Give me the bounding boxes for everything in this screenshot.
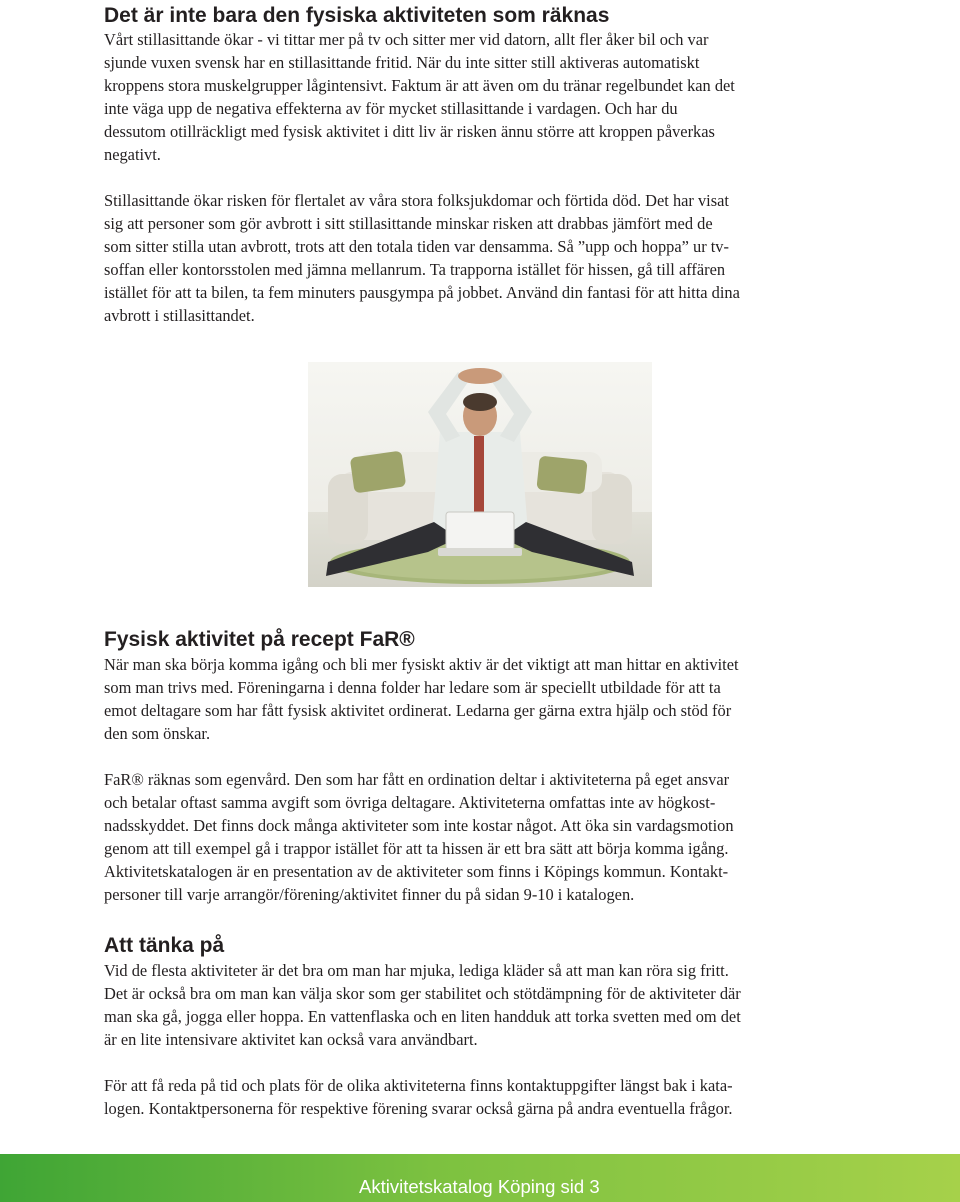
section-heading-sitting: Det är inte bara den fysiska aktiviteten som räknas [104,4,610,27]
man-stretching-illustration-icon [308,362,652,587]
section-heading-far: Fysisk aktivitet på recept FaR® [104,628,415,651]
section-body-think [104,959,741,1120]
paragraph: Vårt stillasittande ökar - vi tittar mer på tv och sitter mer vid datorn, allt fler åker bil och var sjunde vuxen svensk har en stillasittande fritid. När du inte sitter still aktiveras automatiskt kroppens stora muskelgrupper lågintensivt. Faktum är att även om du tränar regelbundet kan det inte väga upp de negativa effekterna av för mycket stillasittande i vardagen. Och har du dessutom otillräckligt med fysisk aktivitet i ditt liv är risken ännu större att kroppen påverkas negativt. [104,30,735,164]
photo-man-stretching [308,362,652,587]
paragraph: FaR® räknas som egenvård. Den som har fått en ordination deltar i aktiviteterna på eget ansvar och betalar oftast samma avgift som övriga deltagare. Aktiviteterna omfattas inte av högkost- nadsskyddet. Det finns dock många aktiviteter som inte kostar något. Att öka sin vardagsmotion genom att till exempel gå i trappor istället för att ta hissen är ett bra sätt att börja komma igång. Aktivitetskatalogen är en presentation av de aktiviteter som finns i Köpings kommun. Kontakt- personer till varje arrangör/förening/aktivitet finner du på sidan 9-10 i katalogen. [104,770,734,904]
footer-page-label: Aktivitetskatalog Köping sid 3 [359,1176,600,1197]
paragraph: Stillasittande ökar risken för flertalet av våra stora folksjukdomar och förtida död. Det har visat sig att personer som gör avbrott i sitt stillasittande minskar risken att drabbas jämfört med de som sitter stilla utan avbrott, trots att den totala tiden var densamma. Så ”upp och hoppa” ur tv- soffan eller kontorsstolen med jämna mellanrum. Ta trapporna istället för hissen, gå till affären istället för att ta bilen, ta fem minuters pausgympa på jobbet. Använd din fantasi för att hitta dina avbrott i stillasittandet. [104,191,740,325]
paragraph: När man ska börja komma igång och bli mer fysiskt aktiv är det viktigt att man hittar en aktivitet som man trivs med. Föreningarna i denna folder har ledare som är speciellt utbildade för att ta emot deltagare som har fått fysisk aktivitet ordinerat. Ledarna ger gärna extra hjälp och stöd för den som önskar. [104,655,739,743]
paragraph: Vid de flesta aktiviteter är det bra om man har mjuka, lediga kläder så att man kan röra sig fritt. Det är också bra om man kan välja skor som ger stabilitet och stötdämpning för de aktiviteter där man ska gå, jogga eller hoppa. En vattenflaska och en liten handduk att torka svetten med om det är en lite intensivare aktivitet kan också vara användbart. [104,961,741,1049]
section-heading-think: Att tänka på [104,934,225,957]
section-body-sitting [104,28,740,327]
section-body-far [104,653,739,906]
page-footer [0,1154,960,1202]
paragraph: För att få reda på tid och plats för de olika aktiviteterna finns kontaktuppgifter längst bak i kata- logen. Kontaktpersonerna för respektive förening svarar också gärna på andra eventuella frågor. [104,1076,733,1118]
